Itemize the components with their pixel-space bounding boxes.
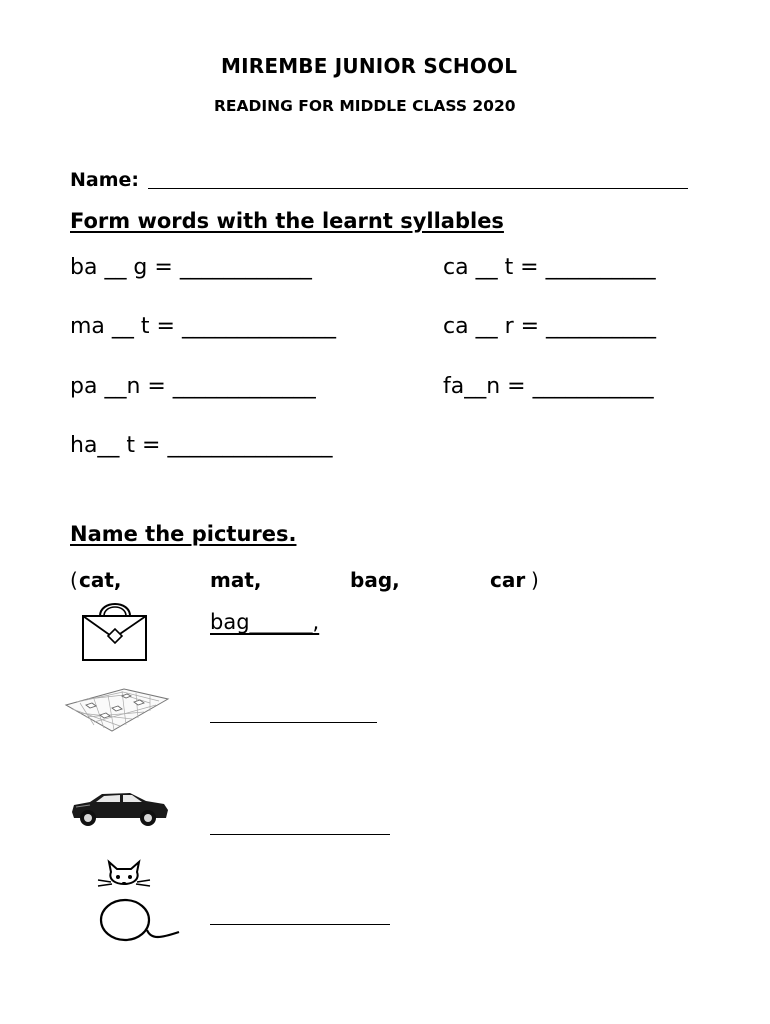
- bag-icon: [80, 596, 150, 664]
- exercise-ca-r[interactable]: ca __ r = __________: [443, 314, 657, 339]
- exercise-ma-t[interactable]: ma __ t = ______________: [70, 314, 336, 339]
- cat-icon: [95, 860, 185, 942]
- school-name: MIREMBE JUNIOR SCHOOL: [221, 54, 518, 78]
- word-bank-cat: cat,: [79, 568, 122, 592]
- exercise-ca-t[interactable]: ca __ t = __________: [443, 255, 656, 280]
- answer-mat[interactable]: [210, 722, 377, 723]
- mat-icon: [64, 685, 170, 735]
- name-label: Name:: [70, 169, 140, 191]
- exercise-ha-t[interactable]: ha__ t = _______________: [70, 433, 333, 458]
- exercise-ba-g[interactable]: ba __ g = ____________: [70, 255, 312, 280]
- car-icon: [70, 790, 170, 828]
- worksheet-subtitle: READING FOR MIDDLE CLASS 2020: [214, 97, 516, 115]
- exercise-fa-n[interactable]: fa__n = ___________: [443, 374, 654, 399]
- word-bank-close: ): [531, 568, 539, 592]
- name-blank[interactable]: [148, 188, 688, 189]
- section2-heading: Name the pictures.: [70, 522, 297, 546]
- section1-heading: Form words with the learnt syllables: [70, 209, 504, 233]
- answer-cat[interactable]: [210, 924, 390, 925]
- word-bank-bag: bag,: [350, 568, 400, 592]
- exercise-pa-n[interactable]: pa __n = _____________: [70, 374, 316, 399]
- answer-car[interactable]: [210, 834, 390, 835]
- answer-bag[interactable]: bag______,: [210, 610, 320, 634]
- word-bank-open: (: [70, 568, 78, 592]
- word-bank-mat: mat,: [210, 568, 262, 592]
- word-bank-car: car: [490, 568, 526, 592]
